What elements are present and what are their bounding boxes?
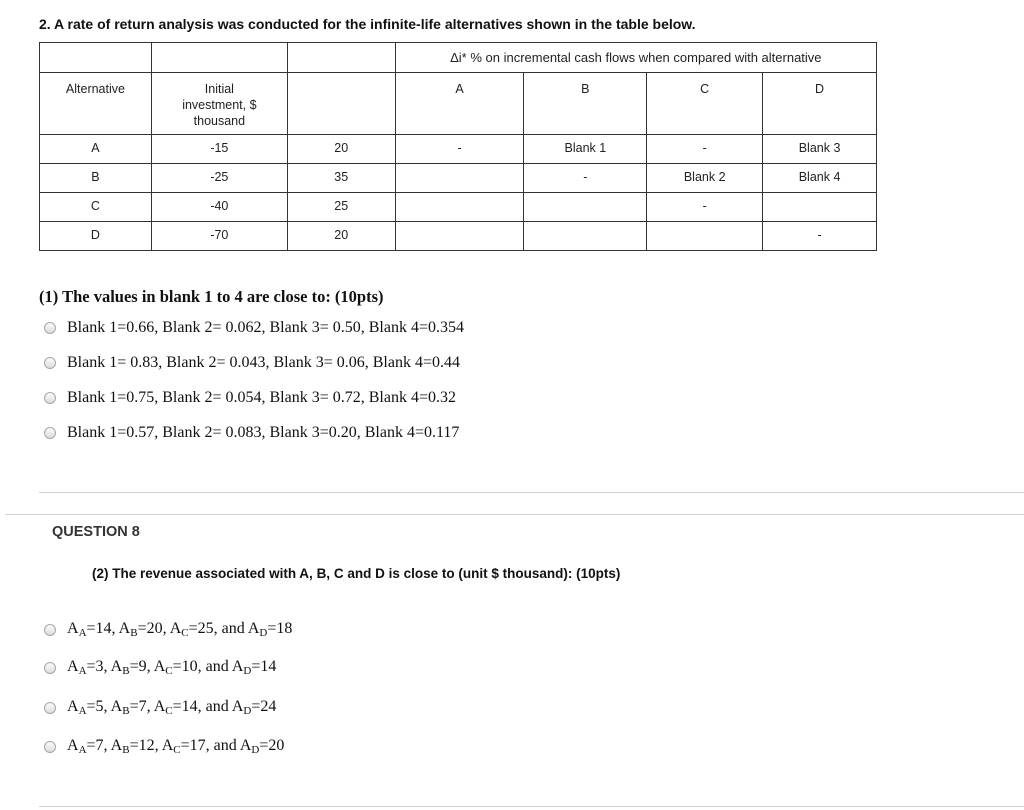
cell: - [395, 135, 524, 164]
cell: D [40, 222, 152, 251]
question8-option[interactable] [44, 737, 284, 756]
part1-option[interactable] [44, 354, 460, 372]
cell [763, 193, 877, 222]
part1-option[interactable] [44, 389, 456, 407]
divider [39, 806, 1024, 807]
cell [524, 222, 647, 251]
table-row [40, 164, 877, 193]
question8-option[interactable] [44, 698, 276, 717]
col-header-b: B [524, 73, 647, 135]
rate-of-return-table [39, 42, 877, 251]
table-row [40, 193, 877, 222]
option-text: $A_A=7$, $A_B=12$, $A_C=17$, and $A_D=20$ [67, 737, 285, 756]
question8-option[interactable] [44, 658, 276, 677]
cell [395, 193, 524, 222]
cell: B [40, 164, 152, 193]
option-text: Blank 1= 0.83, Blank 2= 0.043, Blank 3= 0.06, Blank 4=0.44 [67, 354, 460, 371]
col-header-d: D [763, 73, 877, 135]
radio-button[interactable] [44, 624, 56, 636]
option-text: Blank 1=0.75, Blank 2= 0.054, Blank 3= 0.72, Blank 4=0.32 [67, 389, 456, 406]
table-top-header-row [40, 43, 877, 73]
delta-i-header: Δi* % on incremental cash flows when compared with alternative [395, 43, 876, 73]
cell: -40 [151, 193, 287, 222]
divider [5, 514, 1024, 515]
col-header-a: A [395, 73, 524, 135]
col-header-c: C [647, 73, 763, 135]
table-column-header-row [40, 73, 877, 135]
question8-option[interactable] [44, 620, 292, 639]
cell: -25 [151, 164, 287, 193]
part1-option[interactable] [44, 319, 464, 337]
cell: Blank 4 [763, 164, 877, 193]
part1-option[interactable] [44, 424, 459, 442]
option-text: Blank 1=0.66, Blank 2= 0.062, Blank 3= 0.50, Blank 4=0.354 [67, 319, 464, 336]
cell [395, 222, 524, 251]
divider [39, 492, 1024, 493]
cell: 25 [287, 193, 395, 222]
question8-prompt: (2) The revenue associated with A, B, C and D is close to (unit $ thousand): (10pts) [92, 566, 621, 581]
option-text: $A_A=5$, $A_B=7$, $A_C=14$, and $A_D=24$ [67, 698, 277, 717]
part1-prompt: (1) The values in blank 1 to 4 are close to: (10pts) [39, 287, 384, 306]
cell: A [40, 135, 152, 164]
question8-label: QUESTION 8 [52, 524, 140, 540]
cell: 20 [287, 222, 395, 251]
cell: - [763, 222, 877, 251]
radio-button[interactable] [44, 662, 56, 674]
radio-button[interactable] [44, 702, 56, 714]
cell: - [647, 193, 763, 222]
radio-button[interactable] [44, 322, 56, 334]
cell [395, 164, 524, 193]
radio-button[interactable] [44, 741, 56, 753]
cell: 35 [287, 164, 395, 193]
cell: -15 [151, 135, 287, 164]
radio-button[interactable] [44, 357, 56, 369]
cell: Blank 1 [524, 135, 647, 164]
radio-button[interactable] [44, 427, 56, 439]
cell [524, 193, 647, 222]
cell: 20 [287, 135, 395, 164]
cell: - [647, 135, 763, 164]
option-text: $A_A=3$, $A_B=9$, $A_C=10$, and $A_D=14$ [67, 658, 277, 677]
radio-button[interactable] [44, 392, 56, 404]
col-header-blank [287, 73, 395, 135]
table-row [40, 222, 877, 251]
cell: -70 [151, 222, 287, 251]
cell: Blank 2 [647, 164, 763, 193]
col-header-initial-investment: Initial investment, $ thousand [151, 73, 287, 135]
col-header-alternative: Alternative [40, 73, 152, 135]
question-heading: 2. A rate of return analysis was conducted for the infinite-life alternatives shown in the table below. [39, 16, 696, 32]
option-text: $A_A=14$, $A_B=20$, $A_C=25$, and $A_D=18$ [67, 620, 293, 639]
option-text: Blank 1=0.57, Blank 2= 0.083, Blank 3=0.20, Blank 4=0.117 [67, 424, 460, 441]
cell: - [524, 164, 647, 193]
cell: Blank 3 [763, 135, 877, 164]
table-row [40, 135, 877, 164]
cell [647, 222, 763, 251]
cell: C [40, 193, 152, 222]
